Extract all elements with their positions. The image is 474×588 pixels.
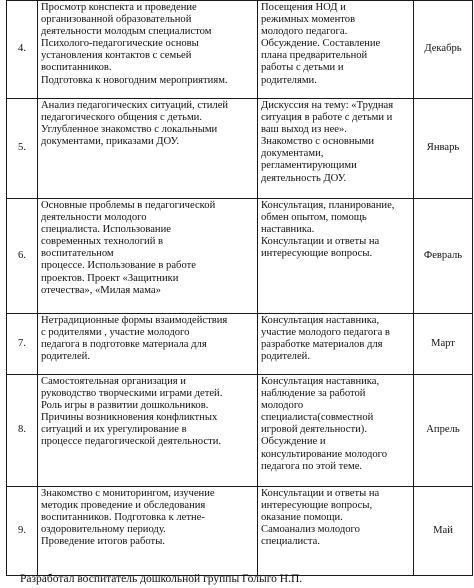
row-month: Декабрь bbox=[414, 1, 473, 99]
row-number: 6. bbox=[7, 199, 38, 314]
author-footer: Разработал воспитатель дошкольной группы Голыго Н.П. bbox=[20, 573, 303, 585]
row-number: 4. bbox=[7, 1, 38, 99]
row-month: Май bbox=[414, 487, 473, 576]
row-forms: Консультация наставника, наблюдение за работой молодого специалиста(совместной игровой деятельности). Обсуждение и консультирование молодого педагога по этой теме. bbox=[258, 375, 414, 487]
mentoring-plan-table bbox=[6, 0, 473, 576]
row-month: Апрель bbox=[414, 375, 473, 487]
row-number: 5. bbox=[7, 99, 38, 199]
table-row bbox=[7, 487, 473, 576]
row-month: Февраль bbox=[414, 199, 473, 314]
row-number: 8. bbox=[7, 375, 38, 487]
row-forms: Посещения НОД и режимных моментов молодого педагога. Обсуждение. Составление плана предварительной работы с детьми и родителями. bbox=[258, 1, 414, 99]
row-forms: Консультация наставника, участие молодого педагога в разработке материалов для родителей. bbox=[258, 314, 414, 375]
row-content: Анализ педагогических ситуаций, стилей педагогического общения с детьми. Углубленное знакомство с локальными документами, приказами ДОУ. bbox=[38, 99, 258, 199]
row-content: Самостоятельная организация и руководство творческими играми детей. Роль игры в развитии дошкольников. Причины возникновения конфликтных ситуаций и их урегулирование в процессе педагогической деятельности. bbox=[38, 375, 258, 487]
row-forms: Дискуссия на тему: «Трудная ситуация в работе с детьми и ваш выход из нее». Знакомство с основными документами, регламентирующими деятельность ДОУ. bbox=[258, 99, 414, 199]
table-row bbox=[7, 99, 473, 199]
row-number: 9. bbox=[7, 487, 38, 576]
row-month: Январь bbox=[414, 99, 473, 199]
row-number: 7. bbox=[7, 314, 38, 375]
row-content: Нетрадиционные формы взаимодействия с родителями , участие молодого педагога в подготовке материала для родителей. bbox=[38, 314, 258, 375]
table-row bbox=[7, 375, 473, 487]
row-forms: Консультации и ответы на интересующие вопросы, оказание помощи. Самоанализ молодого специалиста. bbox=[258, 487, 414, 576]
row-content: Просмотр конспекта и проведение организованной образовательной деятельности молодым специалистом Психолого-педагогические основы установления контактов с семьей воспитанников. Подготовка к новогодним мероприятиям. bbox=[38, 1, 258, 99]
table-row bbox=[7, 1, 473, 99]
row-forms: Консультация, планирование, обмен опытом, помощь наставника. Консультации и ответы на интересующие вопросы. bbox=[258, 199, 414, 314]
table-row bbox=[7, 314, 473, 375]
row-content: Основные проблемы в педагогической деятельности молодого специалиста. Использование современных технологий в воспитательном процессе. Использование в работе проектов. Проект «Защитники отечества», «Милая мама» bbox=[38, 199, 258, 314]
table-row bbox=[7, 199, 473, 314]
row-month: Март bbox=[414, 314, 473, 375]
row-content: Знакомство с мониторингом, изучение методик проведение и обследования воспитанников. Подготовка к летне- оздоровительному периоду. Проведение итогов работы. bbox=[38, 487, 258, 576]
